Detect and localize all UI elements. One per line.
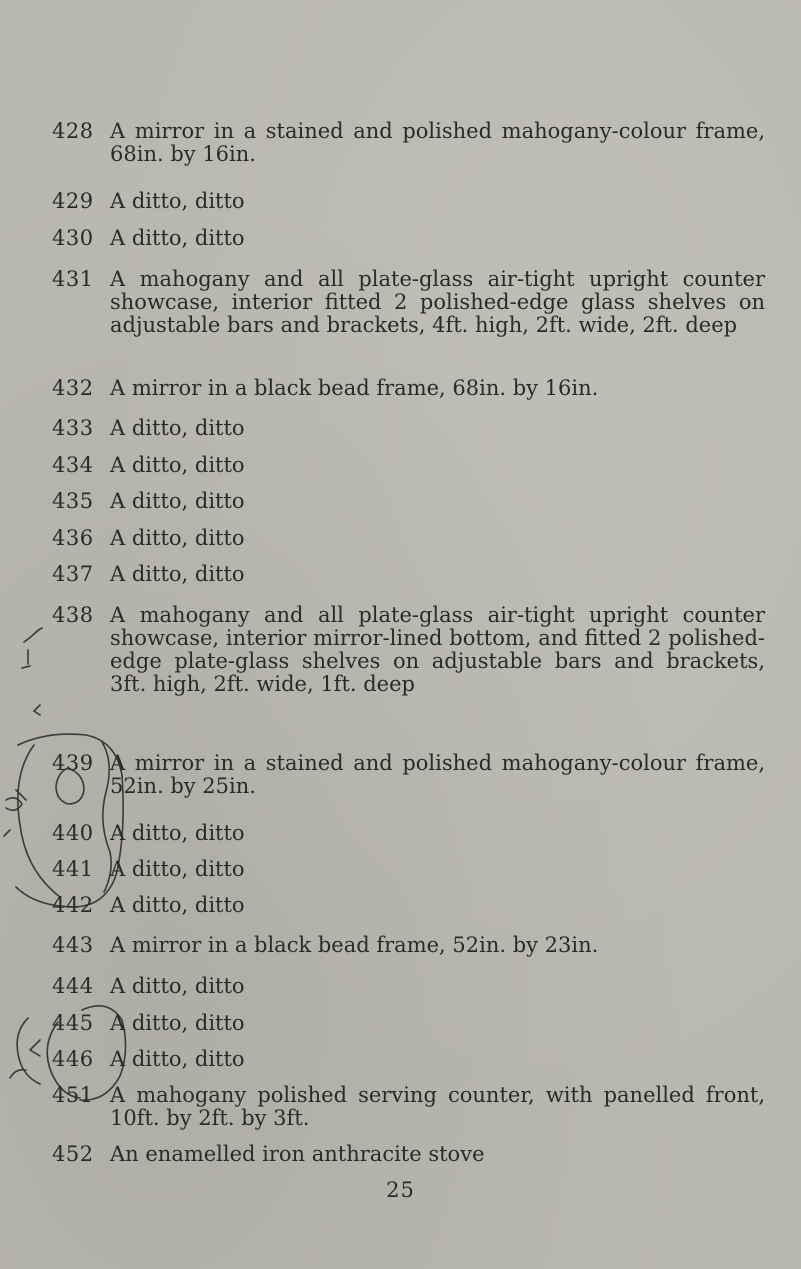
- lot-description: A ditto, ditto: [110, 453, 245, 477]
- lot-description: A ditto, ditto: [110, 893, 245, 917]
- lot-description: A mirror in a stained and polished mahogany-colour frame, 68in. by 16in.: [110, 119, 765, 166]
- lot-number: 436: [52, 526, 94, 550]
- lot-description: A ditto, ditto: [110, 189, 245, 213]
- lot-description: A ditto, ditto: [110, 1047, 245, 1071]
- lot-description: A ditto, ditto: [110, 562, 245, 586]
- lot-description: A ditto, ditto: [110, 526, 245, 550]
- lot-description: A ditto, ditto: [110, 974, 245, 998]
- lot-number: 441: [52, 857, 94, 881]
- lot-number: 442: [52, 893, 94, 917]
- lot-number: 433: [52, 416, 94, 440]
- lot-description: A mahogany polished serving counter, with panelled front, 10ft. by 2ft. by 3ft.: [110, 1083, 765, 1130]
- lot-number: 434: [52, 453, 94, 477]
- lot-number: 435: [52, 489, 94, 513]
- lot-number: 428: [52, 119, 94, 143]
- lot-description: A ditto, ditto: [110, 489, 245, 513]
- lot-description: An enamelled iron anthracite stove: [110, 1142, 485, 1166]
- lot-number: 452: [52, 1142, 94, 1166]
- lot-number: 431: [52, 267, 94, 291]
- lot-description: A mahogany and all plate-glass air-tight upright counter showcase, interior fitted 2 polished-edge glass shelves on adjustable bars and brackets, 4ft. high, 2ft. wide, 2ft. deep: [110, 267, 765, 337]
- lot-number: 446: [52, 1047, 94, 1071]
- lot-number: 432: [52, 376, 94, 400]
- lot-description: A mirror in a stained and polished mahogany-colour frame, 52in. by 25in.: [110, 751, 765, 798]
- lot-description: A ditto, ditto: [110, 857, 245, 881]
- lot-number: 445: [52, 1011, 94, 1035]
- lot-description: A mahogany and all plate-glass air-tight upright counter showcase, interior mirror-lined bottom, and fitted 2 polished-edge plate-glass shelves on adjustable bars and brackets, 3ft. high, 2ft. wide, 1ft. deep: [110, 603, 765, 696]
- page-number: 25: [386, 1178, 415, 1202]
- lot-number: 437: [52, 562, 94, 586]
- lot-number: 430: [52, 226, 94, 250]
- lot-description: A ditto, ditto: [110, 1011, 245, 1035]
- lot-number: 443: [52, 933, 94, 957]
- lot-description: A mirror in a black bead frame, 68in. by 16in.: [110, 376, 599, 400]
- lot-number: 439: [52, 751, 94, 775]
- lot-number: 438: [52, 603, 94, 627]
- lot-description: A ditto, ditto: [110, 821, 245, 845]
- lot-description: A mirror in a black bead frame, 52in. by 23in.: [110, 933, 599, 957]
- lot-number: 440: [52, 821, 94, 845]
- lot-number: 451: [52, 1083, 94, 1107]
- lot-number: 444: [52, 974, 94, 998]
- lot-number: 429: [52, 189, 94, 213]
- lot-description: A ditto, ditto: [110, 416, 245, 440]
- lot-description: A ditto, ditto: [110, 226, 245, 250]
